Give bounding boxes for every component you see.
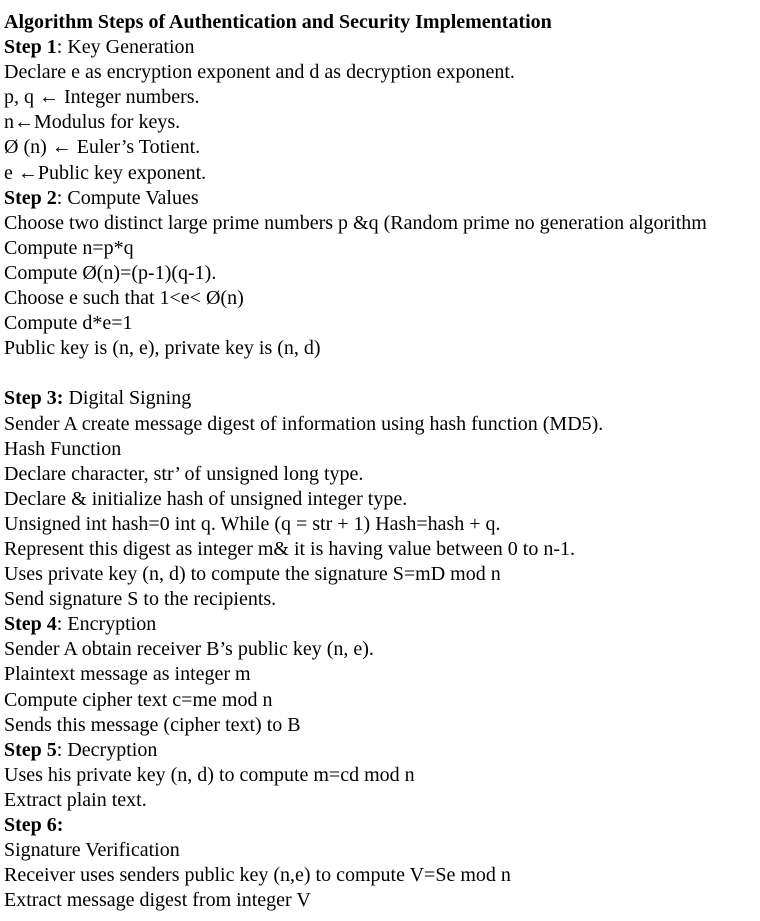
step-6-line: Signature Verification — [4, 839, 180, 862]
step-3-label: Step 3: — [4, 387, 64, 410]
step-3-line: Declare & initialize hash of unsigned integer type. — [4, 487, 408, 510]
step-1-line: Ø (n) ← Euler’s Totient. — [4, 136, 201, 159]
step-6-line: Extract message digest from integer V — [4, 889, 311, 912]
step-3-line: Unsigned int hash=0 int q. While (q = str + 1) Hash=hash + q. — [4, 512, 501, 535]
step-5-heading — [4, 738, 760, 763]
step-1-heading — [4, 35, 760, 60]
step-3-line: Send signature S to the recipients. — [4, 588, 277, 611]
document-title: Algorithm Steps of Authentication and Security Implementation — [4, 11, 552, 33]
step-6-label: Step 6: — [4, 814, 64, 836]
step-2-line: Choose e such that 1<e< Ø(n) — [4, 287, 244, 310]
step-3-title: Digital Signing — [63, 387, 192, 410]
step-5-title: : Decryption — [56, 738, 158, 761]
step-2-heading — [4, 186, 760, 211]
step-4-line: Sends this message (cipher text) to B — [4, 713, 301, 736]
step-4-label: Step 4 — [4, 613, 57, 636]
step-4-title: : Encryption — [56, 613, 157, 636]
step-1-line: p, q ← Integer numbers. — [4, 86, 200, 109]
step-2-line: Compute n=p*q — [4, 236, 134, 259]
step-5-label: Step 5 — [4, 738, 57, 761]
step-2-label: Step 2 — [4, 186, 57, 209]
step-2-line: Public key is (n, e), private key is (n, d) — [4, 337, 321, 360]
step-3-line: Sender A create message digest of information using hash function (MD5). — [4, 412, 604, 435]
algorithm-document — [4, 10, 760, 913]
step-5-line: Uses his private key (n, d) to compute m=cd mod n — [4, 763, 415, 786]
step-3-heading — [4, 386, 760, 411]
step-2-line: Compute d*e=1 — [4, 312, 133, 335]
step-4-line: Compute cipher text c=me mod n — [4, 688, 273, 711]
step-4-heading — [4, 612, 760, 637]
step-3-line: Uses private key (n, d) to compute the signature S=mD mod n — [4, 563, 501, 586]
step-6-line: Receiver uses senders public key (n,e) to compute V=Se mod n — [4, 864, 511, 887]
step-1-title: : Key Generation — [56, 36, 195, 59]
step-3-line: Represent this digest as integer m& it is having value between 0 to n-1. — [4, 537, 575, 560]
step-4-line: Sender A obtain receiver B’s public key (n, e). — [4, 638, 374, 661]
step-6-heading — [4, 813, 760, 838]
step-1-line: Declare e as encryption exponent and d as decryption exponent. — [4, 61, 515, 84]
step-2-title: : Compute Values — [56, 186, 199, 209]
step-2-line: Compute Ø(n)=(p-1)(q-1). — [4, 261, 217, 284]
step-4-line: Plaintext message as integer m — [4, 663, 251, 686]
blank-spacer — [4, 361, 760, 386]
step-1-label: Step 1 — [4, 36, 57, 59]
step-1-line: n←Modulus for keys. — [4, 111, 181, 134]
step-3-line: Hash Function — [4, 437, 122, 460]
step-5-line: Extract plain text. — [4, 788, 147, 811]
step-1-line: e ←Public key exponent. — [4, 161, 207, 184]
step-2-line: Choose two distinct large prime numbers p &q (Random prime no generation algorithm — [4, 211, 707, 234]
step-3-line: Declare character, str’ of unsigned long type. — [4, 462, 364, 485]
